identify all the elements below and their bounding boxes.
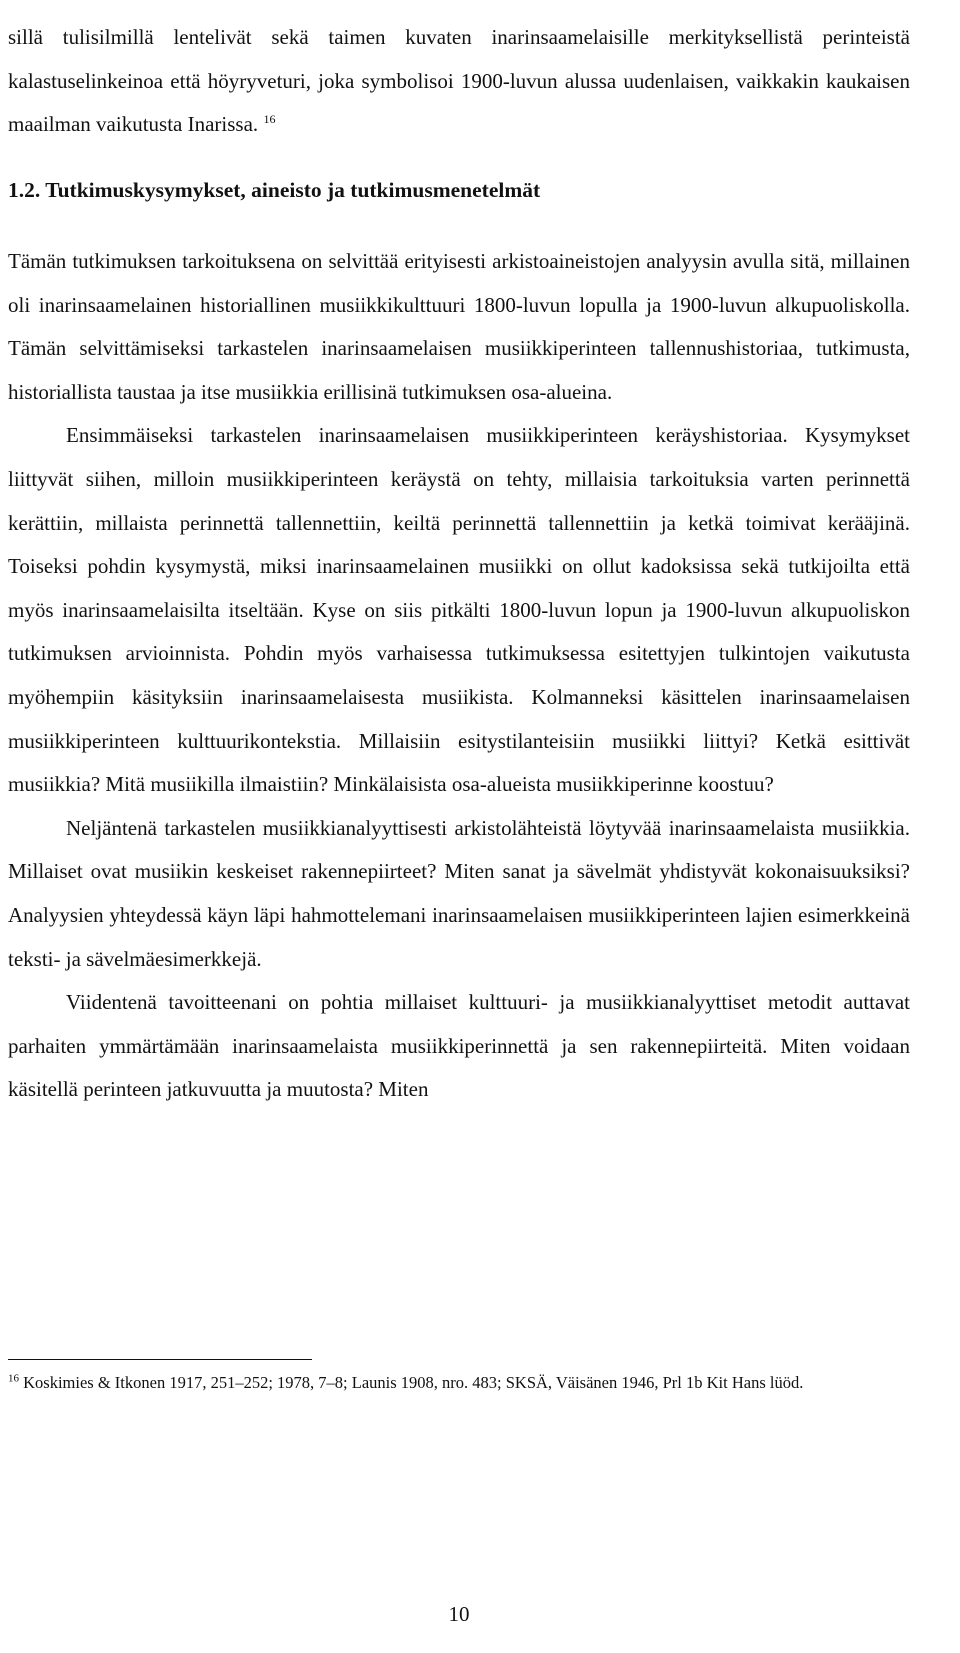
paragraph-first-second-third: Ensimmäiseksi tarkastelen inarinsaamelaisen musiikkiperinteen keräyshistoriaa. Kysymykset liittyvät siihen, milloin musiikkiperinteen keräystä on tehty, millaisia tarkoituksia varten perinnettä kerättiin, millaista perinnettä tallennettiin, keiltä perinnettä tallennettiin ja ketkä toimivat kerääjinä. Toiseksi pohdin kysymystä, miksi inarinsaamelainen musiikki on ollut kadoksissa sekä tutkijoilta että myös inarinsaamelaisilta itseltään. Kyse on siis pitkälti 1800-luvun lopun ja 1900-luvun alkupuoliskon tutkimuksen arvioinnista. Pohdin myös varhaisessa tutkimuksessa esitettyjen tulkintojen vaikutusta myöhempiin käsityksiin inarinsaamelaisesta musiikista. Kolmanneksi käsittelen inarinsaamelaisen musiikkiperinteen kulttuurikontekstia. Millaisiin esitystilanteisiin musiikki liittyi? Ketkä esittivät musiikkia? Mitä musiikilla ilmaistiin? Minkälaisista osa-alueista musiikkiperinne koostuu? <box>8 423 910 797</box>
intro-paragraph <box>8 16 910 147</box>
section-body <box>8 240 910 1112</box>
footnote-number: 16 <box>8 1372 19 1385</box>
footnote-reference[interactable]: 16 <box>263 112 276 127</box>
paragraph-purpose: Tämän tutkimuksen tarkoituksena on selvittää erityisesti arkistoaineistojen analyysin avulla sitä, millainen oli inarinsaamelainen historiallinen musiikkikulttuuri 1800-luvun lopulla ja 1900-luvun alkupuoliskolla. Tämän selvittämiseksi tarkastelen inarinsaamelaisen musiikkiperinteen tallennushistoriaa, tutkimusta, historiallista taustaa ja itse musiikkia erillisinä tutkimuksen osa-alueina. <box>8 249 910 404</box>
intro-text: sillä tulisilmillä lentelivät sekä taimen kuvaten inarinsaamelaisille merkityksellistä perinteistä kalastuselinkeinoa että höyryveturi, joka symbolisoi 1900-luvun alussa uudenlaisen, vaikkakin kaukaisen maailman vaikutusta Inarissa. <box>8 25 910 137</box>
footnote-divider <box>8 1359 312 1360</box>
page-number: 10 <box>448 1602 470 1626</box>
paragraph-fourth: Neljäntenä tarkastelen musiikkianalyyttisesti arkistolähteistä löytyvää inarinsaamelaista musiikkia. Millaiset ovat musiikin keskeiset rakennepiirteet? Miten sanat ja sävelmät yhdistyvät kokonaisuuksiksi? Analyysien yhteydessä käyn läpi hahmottelemani inarinsaamelaisen musiikkiperinteen lajien esimerkkeinä teksti- ja sävelmäesimerkkejä. <box>8 815 910 971</box>
footnote-text: Koskimies & Itkonen 1917, 251–252; 1978, 7–8; Launis 1908, nro. 483; SKSÄ, Väisänen 1946, Prl 1b Kit Hans lüöd. <box>23 1373 804 1392</box>
paragraph-fifth: Viidentenä tavoitteenani on pohtia millaiset kulttuuri- ja musiikkianalyyttiset metodit auttavat parhaiten ymmärtämään inarinsaamelaista musiikkiperinnettä ja sen rakennepiirteitä. Miten voidaan käsitellä perinteen jatkuvuutta ja muutosta? Miten <box>8 990 910 1102</box>
section-heading: 1.2. Tutkimuskysymykset, aineisto ja tutkimusmenetelmät <box>8 178 541 202</box>
footnote <box>8 1370 910 1396</box>
